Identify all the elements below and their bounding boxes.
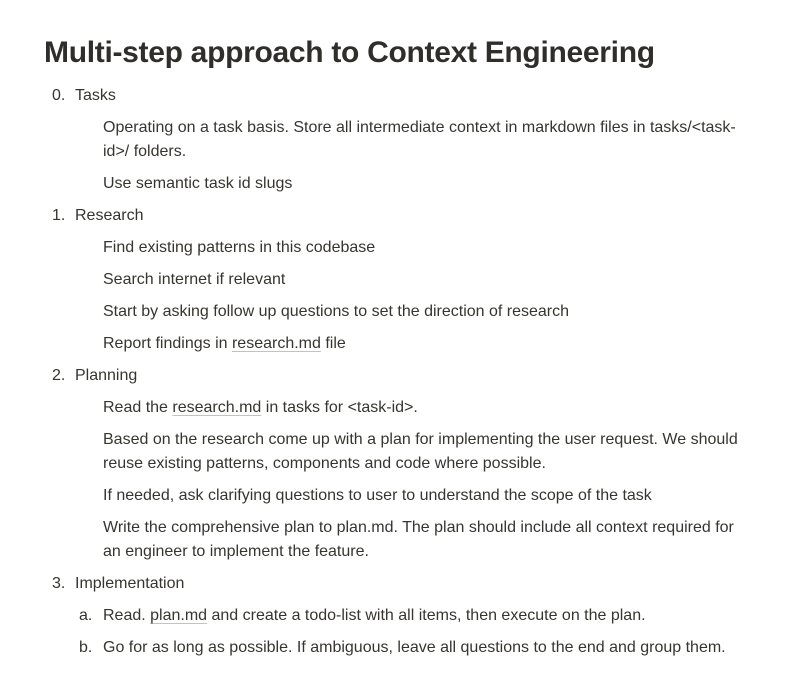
list-item-text: Start by asking follow up questions to set the direction of research: [103, 303, 570, 320]
list-number: 0.: [52, 87, 66, 104]
list-item-text: Read the research.md in tasks for <task-id>.: [103, 399, 418, 416]
section-heading-planning: [52, 360, 744, 392]
list-number: 1.: [52, 207, 66, 224]
list-item: [88, 512, 744, 568]
link-research-md[interactable]: research.md: [231, 335, 321, 352]
link-plan-md[interactable]: plan.md: [150, 607, 208, 624]
list-item-text: Write the comprehensive plan to plan.md. The plan should include all context required for an engineer to implement the feature.: [103, 519, 734, 560]
list-letter: a.: [79, 607, 93, 624]
section-heading-tasks: [52, 80, 744, 112]
section-heading-research: [52, 200, 744, 232]
list-item: [88, 296, 744, 328]
page-title: Multi-step approach to Context Engineering: [44, 36, 655, 69]
list-item: [88, 392, 744, 424]
list-number: 3.: [52, 575, 66, 592]
list-item-text: Search internet if relevant: [103, 271, 286, 288]
section-label: Tasks: [75, 87, 116, 104]
list-item: [88, 328, 744, 360]
list-letter: b.: [79, 639, 93, 656]
list-item-text: Read. plan.md and create a todo-list with all items, then execute on the plan.: [103, 607, 646, 624]
list-item-text: If needed, ask clarifying questions to user to understand the scope of the task: [103, 487, 652, 504]
list-item-text: Operating on a task basis. Store all intermediate context in markdown files in tasks/<task- id>/ folders.: [103, 119, 736, 160]
list-item: [79, 632, 744, 664]
list-item-text: Report findings in research.md file: [103, 335, 346, 352]
section-label: Research: [75, 207, 144, 224]
list-item: [79, 600, 744, 632]
list-item-text: Go for as long as possible. If ambiguous, leave all questions to the end and group them.: [103, 639, 726, 656]
section-label: Implementation: [75, 575, 185, 592]
list-number: 2.: [52, 367, 66, 384]
list-item-text: Find existing patterns in this codebase: [103, 239, 376, 256]
link-research-md[interactable]: research.md: [172, 399, 262, 416]
list-item-text: Use semantic task id slugs: [103, 175, 293, 192]
list-item: [88, 424, 744, 480]
list-item: [88, 168, 744, 200]
list-item: [88, 232, 744, 264]
section-heading-implementation: [52, 568, 744, 600]
list-item: [88, 480, 744, 512]
list-item: [88, 112, 744, 168]
section-label: Planning: [75, 367, 138, 384]
list-item-text: Based on the research come up with a plan for implementing the user request. We should reuse existing patterns, components and code where possible.: [103, 431, 738, 472]
list-item: [88, 264, 744, 296]
